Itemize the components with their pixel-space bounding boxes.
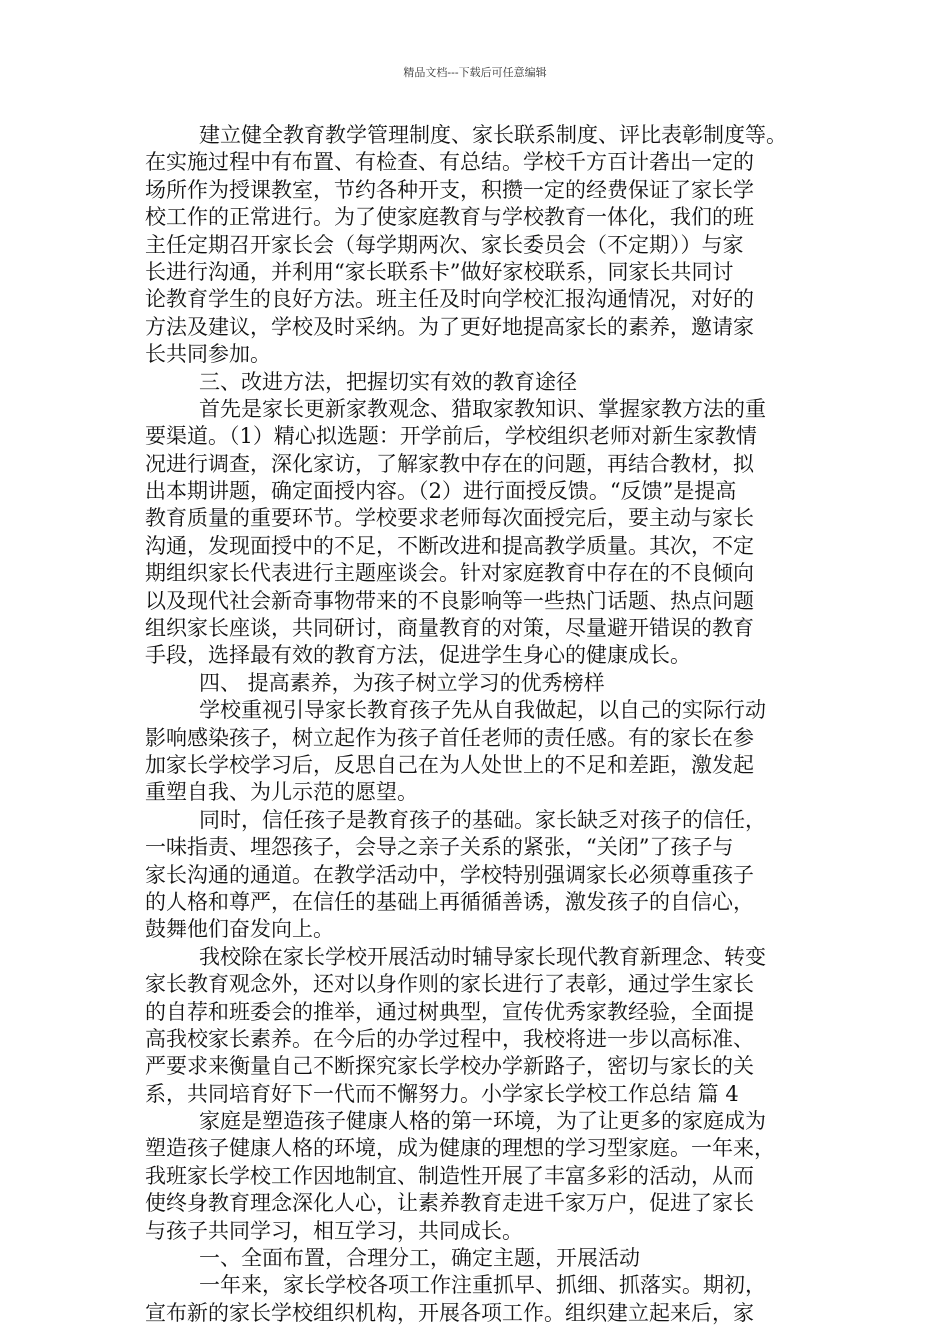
paragraph-line: 沟通，发现面授中的不足，不断改进和提高教学质量。其次，不定 [145, 533, 754, 558]
paragraph-line: 长进行沟通，并利用“家长联系卡”做好家校联系，同家长共同讨 [145, 259, 734, 284]
paragraph-line: 出本期讲题，确定面授内容。（2）进行面授反馈。“反馈”是提高 [145, 479, 737, 504]
paragraph-line: 塑造孩子健康人格的环境，成为健康的理想的学习型家庭。一年来， [145, 1136, 775, 1161]
paragraph-line: 教育质量的重要环节。学校要求老师每次面授完后，要主动与家长 [145, 506, 754, 531]
paragraph-first-line: 我校除在家长学校开展活动时辅导家长现代教育新理念、转变 [199, 944, 766, 969]
paragraph-line: 重塑自我、为儿示范的愿望。 [145, 780, 418, 805]
paragraph-line: 长共同参加。 [145, 342, 271, 367]
paragraph-line: 我班家长学校工作因地制宜、制造性开展了丰富多彩的活动，从而 [145, 1163, 754, 1188]
paragraph-line: 的自荐和班委会的推举，通过树典型，宣传优秀家教经验，全面提 [145, 999, 754, 1024]
paragraph-line: 以及现代社会新奇事物带来的不良影响等一些热门话题、热点问题 [145, 588, 754, 613]
paragraph-line: 场所作为授课教室，节约各种开支，积攒一定的经费保证了家长学 [145, 177, 754, 202]
paragraph-line: 组织家长座谈，共同研讨，商量教育的对策，尽量避开错误的教育 [145, 616, 754, 641]
paragraph-line: 与孩子共同学习，相互学习，共同成长。 [145, 1218, 523, 1243]
page-header: 精品文档---下载后可任意编辑 [403, 66, 547, 79]
paragraph-first-line: 三、改进方法，把握切实有效的教育途径 [199, 369, 577, 394]
paragraph-line: 鼓舞他们奋发向上。 [145, 917, 334, 942]
paragraph-first-line: 同时，信任孩子是教育孩子的基础。家长缺乏对孩子的信任， [199, 807, 766, 832]
paragraph-line: 的人格和尊严，在信任的基础上再循循善诱，激发孩子的自信心， [145, 889, 754, 914]
paragraph-first-line: 家庭是塑造孩子健康人格的第一环境，为了让更多的家庭成为 [199, 1109, 766, 1134]
paragraph-line: 论教育学生的良好方法。班主任及时向学校汇报沟通情况，对好的 [145, 287, 754, 312]
paragraph-first-line: 四、 提高素养，为孩子树立学习的优秀榜样 [199, 670, 605, 695]
paragraph-line: 要渠道。（1）精心拟选题：开学前后，学校组织老师对新生家教情 [145, 424, 757, 449]
paragraph-line: 高我校家长素养。在今后的办学过程中，我校将进一步以高标准、 [145, 1026, 754, 1051]
paragraph-line: 一味指责、埋怨孩子，会导之亲子关系的紧张，“关闭”了孩子与 [145, 835, 734, 860]
document-body [145, 122, 835, 1327]
paragraph-line: 手段，选择最有效的教育方法，促进学生身心的健康成长。 [145, 643, 691, 668]
paragraph-first-line: 一年来，家长学校各项工作注重抓早、抓细、抓落实。期初， [199, 1273, 766, 1298]
paragraph-line: 系，共同培育好下一代而不懈努力。小学家长学校工作总结 篇 4 [145, 1081, 739, 1106]
paragraph-line: 宣布新的家长学校组织机构，开展各项工作。组织建立起来后，家 [145, 1300, 754, 1325]
paragraph-line: 家长教育观念外，还对以身作则的家长进行了表彰，通过学生家长 [145, 972, 754, 997]
paragraph-line: 校工作的正常进行。为了使家庭教育与学校教育一体化，我们的班 [145, 205, 754, 230]
paragraph-line: 期组织家长代表进行主题座谈会。针对家庭教育中存在的不良倾向 [145, 561, 754, 586]
paragraph-first-line: 一、全面布置，合理分工，确定主题，开展活动 [199, 1246, 640, 1271]
paragraph-line: 加家长学校学习后，反思自己在为人处世上的不足和差距，激发起 [145, 752, 754, 777]
paragraph-line: 况进行调查，深化家访，了解家教中存在的问题，再结合教材，拟 [145, 451, 754, 476]
paragraph-line: 在实施过程中有布置、有检查、有总结。学校千方百计砻出一定的 [145, 150, 754, 175]
paragraph-line: 主任定期召开家长会（每学期两次、家长委员会（不定期））与家 [145, 232, 744, 257]
paragraph-first-line: 建立健全教育教学管理制度、家长联系制度、评比表彰制度等。 [199, 123, 787, 147]
paragraph-line: 使终身教育理念深化人心，让素养教育走进千家万户，促进了家长 [145, 1191, 754, 1216]
paragraph-first-line: 首先是家长更新家教观念、猎取家教知识、掌握家教方法的重 [199, 396, 766, 421]
paragraph-line: 严要求来衡量自己不断探究家长学校办学新路子，密切与家长的关 [145, 1054, 754, 1079]
paragraph-line: 影响感染孩子，树立起作为孩子首任老师的责任感。有的家长在参 [145, 725, 754, 750]
paragraph-first-line: 学校重视引导家长教育孩子先从自我做起，以自己的实际行动 [199, 698, 766, 723]
paragraph-line: 方法及建议，学校及时采纳。为了更好地提高家长的素养，邀请家 [145, 314, 754, 339]
paragraph-line: 家长沟通的通道。在教学活动中，学校特别强调家长必须尊重孩子 [145, 862, 754, 887]
